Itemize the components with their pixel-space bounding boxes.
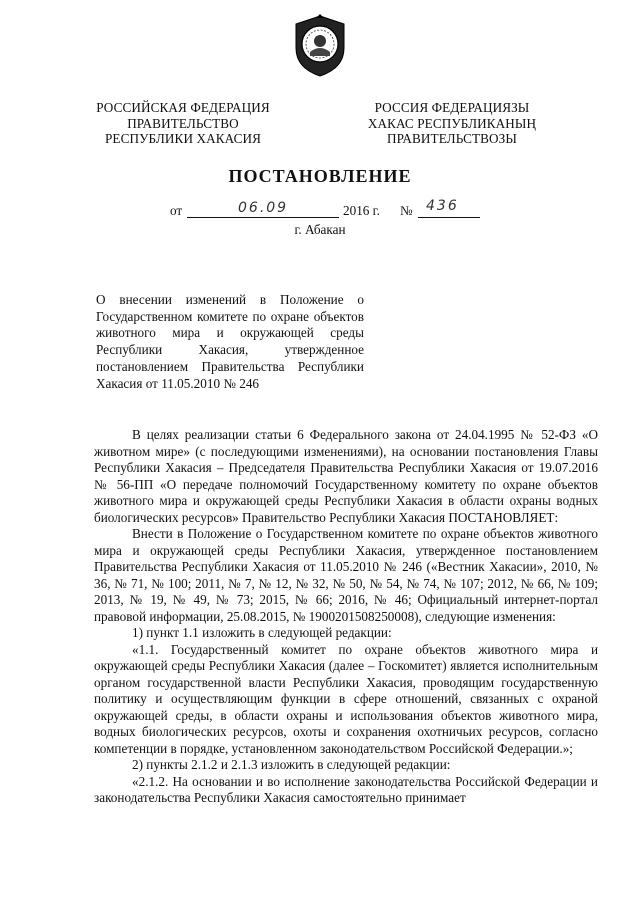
- document-title: ПОСТАНОВЛЕНИЕ: [228, 166, 412, 186]
- year-label: 2016 г.: [343, 203, 380, 218]
- subject-text: О внесении изменений в Положение о Государственном комитете по охране объектов животного мира и окружающей среды Республики Хакасия, утвержденное постановлением Правительства Республики Хакасия от 11.05.2010 № 246: [96, 292, 364, 391]
- body-paragraph: «2.1.2. На основании и во исполнение законодательства Российской Федерации и законодательства Республики Хакасия самостоятельно принимает: [94, 773, 598, 805]
- date-number-line: [0, 198, 640, 223]
- handwritten-number: 436: [426, 198, 459, 214]
- header-left-line: РОССИЙСКАЯ ФЕДЕРАЦИЯ: [96, 100, 270, 115]
- city-label: г. Абакан: [294, 222, 346, 237]
- header-right-block: [352, 100, 552, 147]
- header-right-line: ПРАВИТЕЛЬСТВОЗЫ: [387, 131, 517, 146]
- number-label: №: [400, 203, 413, 218]
- header-right-line: ХАКАС РЕСПУБЛИКАНЫҢ: [367, 115, 537, 131]
- body-paragraph: В целях реализации статьи 6 Федерального закона от 24.04.1995 № 52-ФЗ «О животном мире» (с последующими изменениями), на основании постановления Главы Республики Хакасия – Председателя Правительства Республики Хакасия от 19.07.2016 № 56-ПП «О передаче полномочий Государственному комитету по охране объектов животного мира и окружающей среды Республики Хакасия в области охраны водных биологических ресурсов» Правительство Республики Хакасия ПОСТАНОВЛЯЕТ:: [94, 427, 598, 525]
- handwritten-date: 06.09: [238, 200, 289, 216]
- coat-of-arms-emblem: [292, 14, 348, 78]
- body-paragraph: «1.1. Государственный комитет по охране объектов животного мира и окружающей среды Республики Хакасия (далее – Госкомитет) является исполнительным органом государственной власти Республики Хакасия, проводящим государственную политику и осуществляющим функции в сфере отношений, связанных с охраной окружающей среды, в области охраны и использования объектов животного мира, водных биологических ресурсов, охоты и сохранения охотничьих ресурсов, согласно компетенции в порядке, установленном законодательством Российской Федерации.»;: [94, 641, 598, 756]
- subject-block: [96, 292, 364, 392]
- date-prefix: от: [170, 203, 183, 218]
- body-paragraph: Внести в Положение о Государственном комитете по охране объектов животного мира и окружающей среды Республики Хакасия, утвержденное постановлением Правительства Республики Хакасия от 11.05.2010 № 246 («Вестник Хакасии», 2010, № 36, № 71, № 100; 2011, № 7, № 12, № 32, № 50, № 54, № 74, № 107; 2012, № 66, № 109; 2013, № 19, № 49, № 73; 2015, № 66; 2016, № 46; Официальный интернет-портал правовой информации, 25.08.2015, № 1900201508250008), следующие изменения:: [94, 526, 598, 624]
- header-left-block: [78, 100, 288, 147]
- body-text: [94, 427, 598, 807]
- header-left-line: ПРАВИТЕЛЬСТВО: [127, 115, 239, 131]
- header-left-line: РЕСПУБЛИКИ ХАКАСИЯ: [105, 131, 261, 146]
- body-paragraph: 2) пункты 2.1.2 и 2.1.3 изложить в следующей редакции:: [132, 757, 451, 772]
- header-right-line: РОССИЯ ФЕДЕРАЦИЯЗЫ: [374, 100, 530, 115]
- body-paragraph: 1) пункт 1.1 изложить в следующей редакции:: [132, 625, 392, 640]
